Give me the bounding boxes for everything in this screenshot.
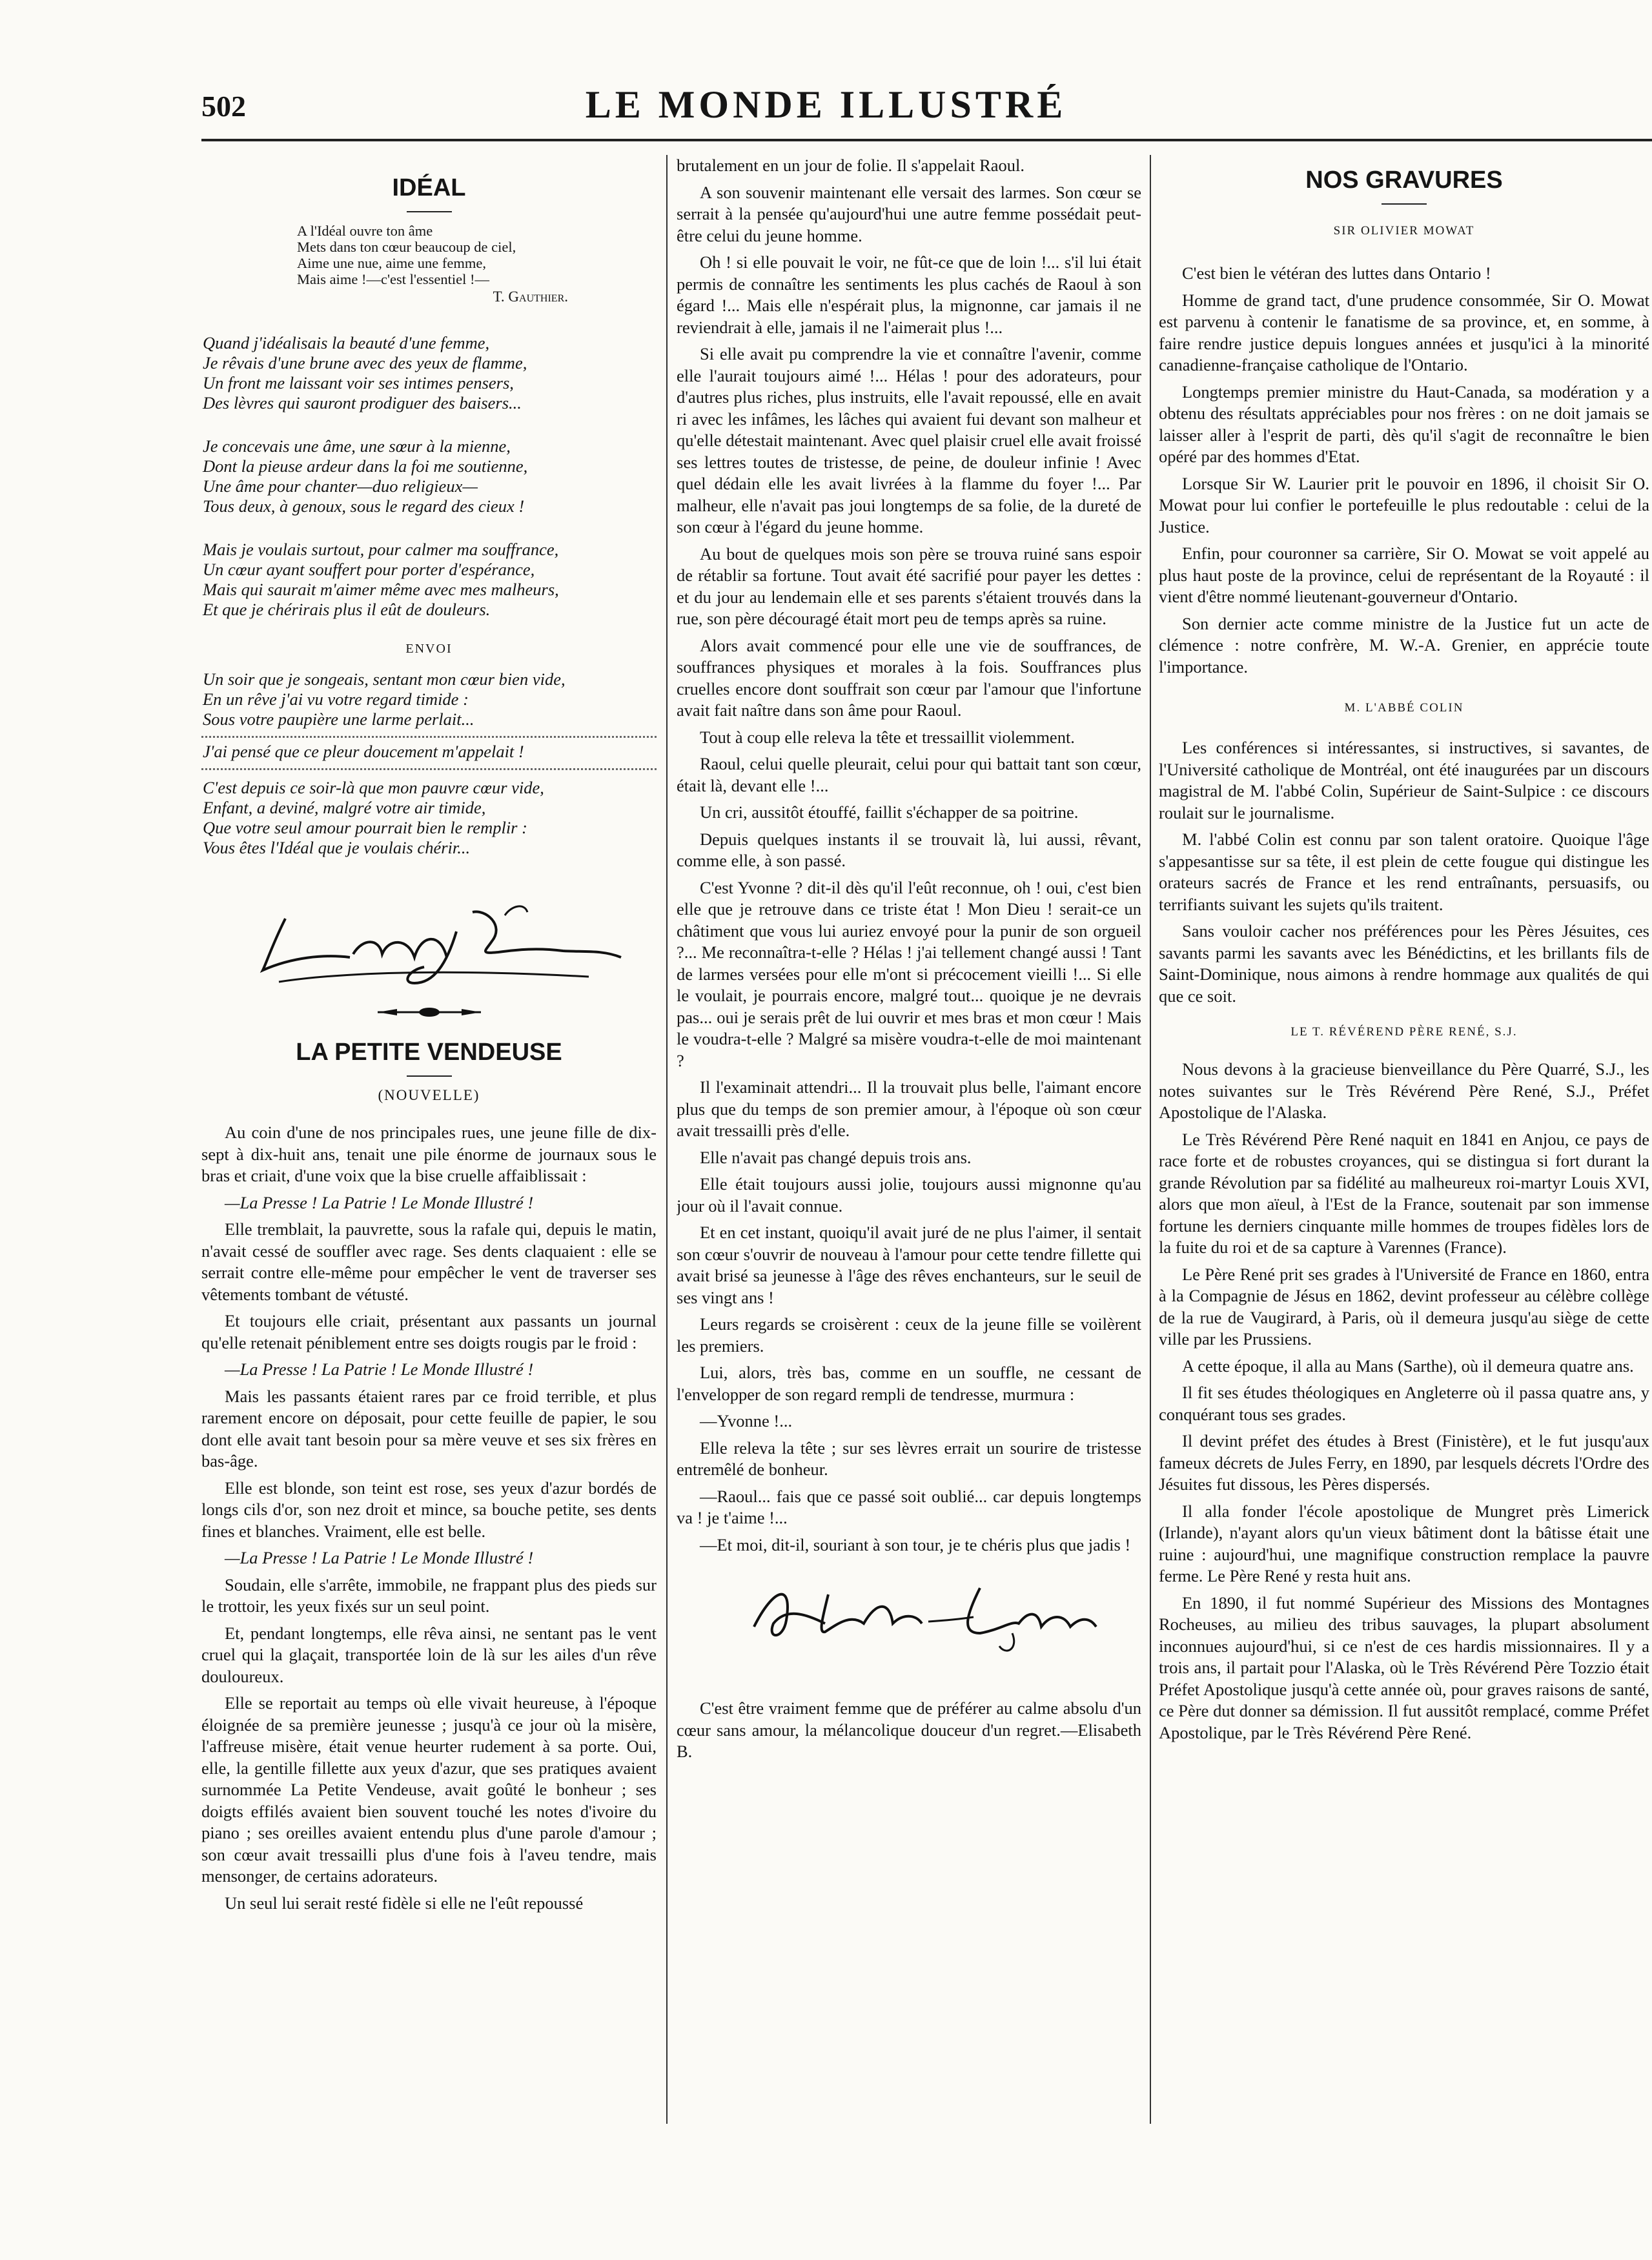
- section-ornament: [201, 1003, 657, 1022]
- verse-line: J'ai pensé que ce pleur doucement m'appelait !: [203, 742, 524, 761]
- epigraph-line: A l'Idéal ouvre ton âme: [297, 223, 433, 239]
- title-rule: [407, 1075, 452, 1077]
- article-paragraph: Lorsque Sir W. Laurier prit le pouvoir en 1896, il choisit Sir O. Mowat pour lui confier le portefeuille le plus redoutable : celui de la Justice.: [1159, 473, 1649, 536]
- article-paragraph: Il devint préfet des études à Brest (Finistère), et le fut jusqu'aux fameux décrets de Jules Ferry, en 1890, par lesquels décrets l'Ordre des Jésuites fut dissous, les Pères dispersés.: [1159, 1431, 1649, 1494]
- title-rule: [407, 211, 452, 212]
- story-paragraph: —La Presse ! La Patrie ! Le Monde Illustré !: [225, 1359, 534, 1379]
- story-paragraph: Il l'examinait attendri... Il la trouvait plus belle, l'aimant encore plus que du temps de son premier amour, à l'époque où son cœur avait tressailli près d'elle.: [677, 1077, 1141, 1140]
- verse-line: Dont la pieuse ardeur dans la foi me soutienne,: [203, 456, 528, 476]
- signature-text: Louis J. Bélineau: [382, 997, 388, 998]
- verse-line: C'est depuis ce soir-là que mon pauvre cœur vide,: [203, 778, 544, 797]
- verse-line: Mais qui saurait m'aimer même avec mes malheurs,: [203, 580, 559, 599]
- story-paragraph: —Et moi, dit-il, souriant à son tour, je te chéris plus que jadis !: [700, 1534, 1131, 1554]
- verse-line: Et que je chérirais plus il eût de douleurs.: [203, 600, 491, 619]
- story-paragraph: Au coin d'une de nos principales rues, une jeune fille de dix-sept à dix-huit ans, tenait une pile énorme de journaux sous le bras et criait, d'une voix que la bise cruelle affaiblissait :: [201, 1123, 657, 1185]
- article-paragraph: Homme de grand tact, d'une prudence consommée, Sir O. Mowat est parvenu à contenir le fanatisme de sa province, et, en somme, à faire rendre justice depuis longues années et jusqu'ici à la minorité canadienne-française catholique de l'Ontario.: [1159, 290, 1649, 374]
- epigraph-author: T. Gauthier.: [493, 289, 568, 305]
- story-paragraph: Si elle avait pu comprendre la vie et connaître l'avenir, comme elle l'aurait toujours aimé !... Hélas ! pour des adorateurs, pour d'autres plus riches, plus instruits, elle l'avait repoussé, elle en avait ri avec les infâmes, les lâches qui avaient fui devant son malheur et qu'elle détestait maintenant. Avec quel plaisir cruel elle avait froissé ses lettres toutes de tristesse, de peine, de douleur infinie ! Avec quel dédain elle les avait livrées à la flamme du foyer !... Par malheur, elle n'avait pas joui longtemps de sa folie, de la dureté de son cœur à l'égard du jeune homme.: [677, 344, 1141, 536]
- column-divider: [666, 155, 668, 2124]
- verse-line: Mais je voulais surtout, pour calmer ma souffrance,: [203, 540, 559, 559]
- dotted-rule: [201, 768, 657, 770]
- verse-line: Un front me laissant voir ses intimes pensers,: [203, 373, 514, 392]
- article-paragraph: C'est bien le vétéran des luttes dans Ontario !: [1182, 263, 1491, 283]
- story-paragraph: Raoul, celui quelle pleurait, celui pour qui battait tant son cœur, était là, devant elle !...: [677, 754, 1141, 795]
- story-paragraph: Un seul lui serait resté fidèle si elle ne l'eût repoussé: [225, 1893, 584, 1913]
- article-paragraph: M. l'abbé Colin est connu par son talent oratoire. Quoique l'âge s'appesantisse sur sa tête, il est plein de cette fougue qui distingue les orateurs sacrés de France et les rend entraînants, persuasifs, ou terrifiants suivant les sujets qu'ils traitent.: [1159, 830, 1649, 914]
- title-rule: [1382, 203, 1427, 205]
- verse-line: Enfant, a deviné, malgré votre air timide,: [203, 798, 486, 817]
- verse-line: Quand j'idéalisais la beauté d'une femme,: [203, 333, 490, 352]
- story-paragraph: Elle est blonde, son teint est rose, ses yeux d'azur bordés de longs cils d'or, son nez droit et mince, sa bouche petite, ses dents fines et blanches. Vraiment, elle est belle.: [201, 1478, 657, 1541]
- story-paragraph: —Raoul... fais que ce passé soit oublié... car depuis longtemps va ! je t'aime !...: [677, 1486, 1141, 1527]
- poem-signature: [201, 873, 657, 1003]
- article-paragraph: Nous devons à la gracieuse bienveillance du Père Quarré, S.J., les notes suivantes sur le Très Révérend Père René, S.J., Préfet Apostolique de l'Alaska.: [1159, 1059, 1649, 1122]
- verse-line: Vous êtes l'Idéal que je voulais chérir...: [203, 838, 471, 857]
- epigraph-line: Mets dans ton cœur beaucoup de ciel,: [297, 239, 516, 255]
- page-header: [0, 0, 1652, 148]
- verse-line: Un soir que je songeais, sentant mon cœur bien vide,: [203, 669, 566, 689]
- verse-line: Que votre seul amour pourrait bien le remplir :: [203, 818, 527, 837]
- envoi-stanza: [203, 669, 657, 729]
- envoi-stanza: [203, 742, 657, 762]
- verse-line: Je concevais une âme, une sœur à la mienne,: [203, 436, 511, 456]
- story-paragraph: Leurs regards se croisèrent : ceux de la jeune fille se voilèrent les premiers.: [677, 1314, 1141, 1356]
- verse-line: En un rêve j'ai vu votre regard timide :: [203, 689, 469, 709]
- section-title: NOS GRAVURES: [1305, 167, 1503, 194]
- article-paragraph: Longtemps premier ministre du Haut-Canada, sa modération y a obtenu des résultats appréciables pour nos frères : on ne doit jamais se laisser aller à l'esprit de parti, dès qu'il s'agit de reconnaître le bien opéré par des hommes d'Etat.: [1159, 382, 1649, 466]
- page-number: 502: [201, 90, 246, 123]
- article-paragraph: Son dernier acte comme ministre de la Justice fut un acte de clémence : notre confrère, M. W.-A. Grenier, en apprécie toute l'importance.: [1159, 613, 1649, 677]
- story-paragraph: Lui, alors, très bas, comme en un souffle, ne cessant de l'envelopper de son regard rempli de tendresse, murmura :: [677, 1363, 1141, 1404]
- article-paragraph: En 1890, il fut nommé Supérieur des Missions des Montagnes Rocheuses, au milieu des tribus sauvages, la plupart absolument inconnues aujourd'hui, si ce n'est de ces hardis missionnaires. Il y a trois ans, il partait pour l'Alaska, où le Très Révérend Père Tozzio était Préfet Apostolique jusqu'à cette année où, pour graves raisons de santé, ce Père dut donner sa démission. Il fut aussitôt remplacé, comme Préfet Apostolique, par le Très Révérend Père René.: [1159, 1593, 1649, 1742]
- column-2: [677, 155, 1141, 2092]
- story-paragraph: Elle tremblait, la pauvrette, sous la rafale qui, depuis le matin, n'avait cessé de souffler avec rage. Ses dents claquaient : elle se serrait contre elle-même pour empêcher le vent de traverser ses vêtements tombant de vétusté.: [201, 1219, 657, 1304]
- article-heading: SIR OLIVIER MOWAT: [1333, 224, 1475, 238]
- column-1: [201, 155, 657, 2092]
- epigraph-line: Aime une nue, aime une femme,: [297, 255, 487, 271]
- epigraph-line: Mais aime !—c'est l'essentiel !—: [297, 271, 490, 287]
- story-paragraph: Et, pendant longtemps, elle rêva ainsi, ne sentant pas le vent cruel qui la glaçait, transportée loin de là sur les ailes d'un rêve douloureux.: [201, 1623, 657, 1686]
- article-paragraph: Il fit ses études théologiques en Angleterre où il passa quatre ans, y conquérant tous ses grades.: [1159, 1383, 1649, 1424]
- story-paragraph: Elle releva la tête ; sur ses lèvres errait un sourire de tristesse entremêlé de bonheur.: [677, 1438, 1141, 1479]
- verse-line: Des lèvres qui sauront prodiguer des baisers...: [203, 393, 522, 412]
- story-paragraph: Un cri, aussitôt étouffé, faillit s'échapper de sa poitrine.: [700, 802, 1079, 822]
- verse-line: Une âme pour chanter—duo religieux—: [203, 476, 478, 496]
- article-paragraph: Le Père René prit ses grades à l'Université de France en 1860, entra à la Compagnie de Jésus en 1862, devint professeur au célèbre collège de la rue de Vaugirard, à Paris, où il demeura jusqu'au siège de cette ville par les Prussiens.: [1159, 1264, 1649, 1349]
- story-paragraph: Au bout de quelques mois son père se trouva ruiné sans espoir de rétablir sa fortune. Tout avait été sacrifié pour payer les dettes : et du jour au lendemain elle et ses parents s'étaient trouvés dans la rue, son père découragé était mort peu de temps après sa ruine.: [677, 544, 1141, 628]
- story-paragraph: Elle se reportait au temps où elle vivait heureuse, à l'époque éloignée de sa première jeunesse ; jusqu'à ce jour où la misère, l'affreuse misère, était venue heurter rudement à sa porte. Oui, elle, la gentille fillette aux yeux d'azur, que ses pratiques avaient surnommée La Petite Vendeuse, avait goûté le bonheur ; ses doigts effilés avaient bien souvent touché les notes d'ivoire du piano ; ses oreilles avaient entendu plus d'une parole d'amour ; son cœur avait tressailli plus d'une fois à l'aveu tendre, mais mensonger, de certains adorateurs.: [201, 1693, 657, 1886]
- verse-line: Tous deux, à genoux, sous le regard des cieux !: [203, 496, 525, 516]
- article-heading: LE T. RÉVÉREND PÈRE RENÉ, S.J.: [1290, 1025, 1518, 1039]
- story-paragraph: Mais les passants étaient rares par ce froid terrible, et plus rarement encore on déposait, pour cette feuille de papier, le sou dont elle avait tant besoin pour sa mère veuve et ses six frères en bas-âge.: [201, 1386, 657, 1471]
- poem-title: IDÉAL: [392, 174, 466, 201]
- story-paragraph: A son souvenir maintenant elle versait des larmes. Son cœur se serrait à la pensée qu'aujourd'hui une autre femme possédait peut-être celui du jeune homme.: [677, 182, 1141, 245]
- poem-stanza: [203, 436, 657, 516]
- poem-stanza: [203, 540, 657, 620]
- story-paragraph: C'est Yvonne ? dit-il dès qu'il l'eût reconnue, oh ! oui, c'est bien elle que je retrouve dans ce triste état ! Mon Dieu ! serait-ce un châtiment que vous lui auriez envoyé pour la punir de son orgueil ?... Me reconnaîtra-t-elle ? Hélas ! j'ai tellement changé aussi ! Tant de larmes versées pour elle m'ont si précocement vieilli !... Si elle le voulait, je pourrais encore, malgré tout... quoique je ne devrais pas... oui je serais prêt de lui ouvrir et mes bras et mon cœur ! Mais le voudra-t-elle ? Malgré sa misère voudra-t-elle de moi maintenant ?: [677, 877, 1141, 1070]
- story-subtitle: (NOUVELLE): [378, 1087, 480, 1103]
- story-paragraph: Depuis quelques instants il se trouvait là, lui aussi, rêvant, comme elle, à son passé.: [677, 829, 1141, 870]
- story-paragraph: Et toujours elle criait, présentant aux passants un journal qu'elle retenait péniblement entre ses doigts rougis par le froid :: [201, 1311, 657, 1352]
- story-paragraph: —Yvonne !...: [700, 1411, 793, 1430]
- dotted-rule: [201, 736, 657, 738]
- story-title: LA PETITE VENDEUSE: [296, 1039, 562, 1066]
- verse-line: Sous votre paupière une larme perlait...: [203, 709, 474, 729]
- article-paragraph: A cette époque, il alla au Mans (Sarthe), où il demeura quatre ans.: [1182, 1356, 1634, 1376]
- story-paragraph: Elle n'avait pas changé depuis trois ans.: [700, 1147, 972, 1167]
- story-paragraph: Elle était toujours aussi jolie, toujours aussi mignonne qu'au jour où il l'avait connue.: [677, 1174, 1141, 1216]
- article-paragraph: Enfin, pour couronner sa carrière, Sir O. Mowat se voit appelé au plus haut poste de la province, celui de représentant de la Royauté : il vient d'être nommé lieutenant-gouverneur d'Ontario.: [1159, 544, 1649, 606]
- story-paragraph: Et en cet instant, quoiqu'il avait juré de ne plus l'aimer, il sentait son cœur s'ouvrir de nouveau à l'amour pour cette tendre fillette qui avait brisé sa jeunesse à l'âge des rêves enchanteurs, sur le seuil de ses vingt ans !: [677, 1223, 1141, 1307]
- story-paragraph: —La Presse ! La Patrie ! Le Monde Illustré !: [225, 1548, 534, 1567]
- story-paragraph: —La Presse ! La Patrie ! Le Monde Illustré !: [225, 1192, 534, 1212]
- article-heading: M. L'ABBÉ COLIN: [1344, 701, 1464, 715]
- header-rule: [201, 139, 1652, 141]
- verse-line: Un cœur ayant souffert pour porter d'espérance,: [203, 560, 535, 579]
- story-paragraph: brutalement en un jour de folie. Il s'appelait Raoul.: [677, 156, 1025, 175]
- story-paragraph: Tout à coup elle releva la tête et tressaillit violemment.: [700, 727, 1075, 747]
- article-paragraph: Il alla fonder l'école apostolique de Mungret près Limerick (Irlande), n'ayant alors qu'un vieux bâtiment dont la bâtisse était une ruine : aujourd'hui, une magnifique construction remplace la pauvre ferme. Le Père René y resta huit ans.: [1159, 1501, 1649, 1585]
- envoi-label: ENVOI: [405, 642, 453, 656]
- masthead: LE MONDE ILLUSTRÉ: [585, 83, 1067, 126]
- column-3: [1159, 155, 1649, 2092]
- poem-epigraph: [297, 223, 568, 305]
- story-signature: [677, 1562, 1141, 1659]
- story-paragraph: Oh ! si elle pouvait le voir, ne fût-ce que de loin !... s'il lui était permis de connaître les sentiments les plus cachés de Raoul à son égard !... Mais elle n'espérait plus, la mignonne, car jamais il ne reviendrait à elle, jamais il ne l'aimerait plus !...: [677, 252, 1141, 337]
- story-paragraph: Alors avait commencé pour elle une vie de souffrances, de souffrances physiques et morales à la fois. Souffrances plus cruelles encore dont souffrait son cœur par l'amour que l'infortune avait fait naître dans son âme pour Raoul.: [677, 635, 1141, 720]
- closing-quote: C'est être vraiment femme que de préférer au calme absolu d'un cœur sans amour, la mélancolique douceur d'un regret.—Elisabeth B.: [677, 1698, 1141, 1761]
- envoi-stanza: [203, 778, 657, 858]
- article-paragraph: Le Très Révérend Père René naquit en 1841 en Anjou, ce pays de race forte et de robustes croyances, qui se distingua si fort durant la grande Révolution par sa fidélité au malheureux roi-martyr Louis XVI, alors que mon aïeul, à l'Est de la France, soutenait par son immense fortune les derniers cinquante mille hommes de troupes fidèles lors de la fuite du roi et de sa capture à Varennes (France).: [1159, 1129, 1649, 1257]
- article-paragraph: Les conférences si intéressantes, si instructives, si savantes, de l'Université catholique de Montréal, ont été inaugurées par un discours magistral de M. l'abbé Colin, Supérieur de Saint-Sulpice : ce discours roulait sur le journalisme.: [1159, 738, 1649, 822]
- column-divider: [1150, 155, 1151, 2124]
- story-paragraph: Soudain, elle s'arrête, immobile, ne frappant plus des pieds sur le trottoir, les yeux fixés sur un seul point.: [201, 1574, 657, 1616]
- poem-stanza: [203, 333, 657, 413]
- verse-line: Je rêvais d'une brune avec des yeux de flamme,: [203, 353, 527, 372]
- article-paragraph: Sans vouloir cacher nos préférences pour les Pères Jésuites, ces savants parmi les savants avec les Bénédictins, et les brillants fils de Saint-Dominique, nous aimons à rendre hommage aux qualités de qui que ce soit.: [1159, 921, 1649, 1006]
